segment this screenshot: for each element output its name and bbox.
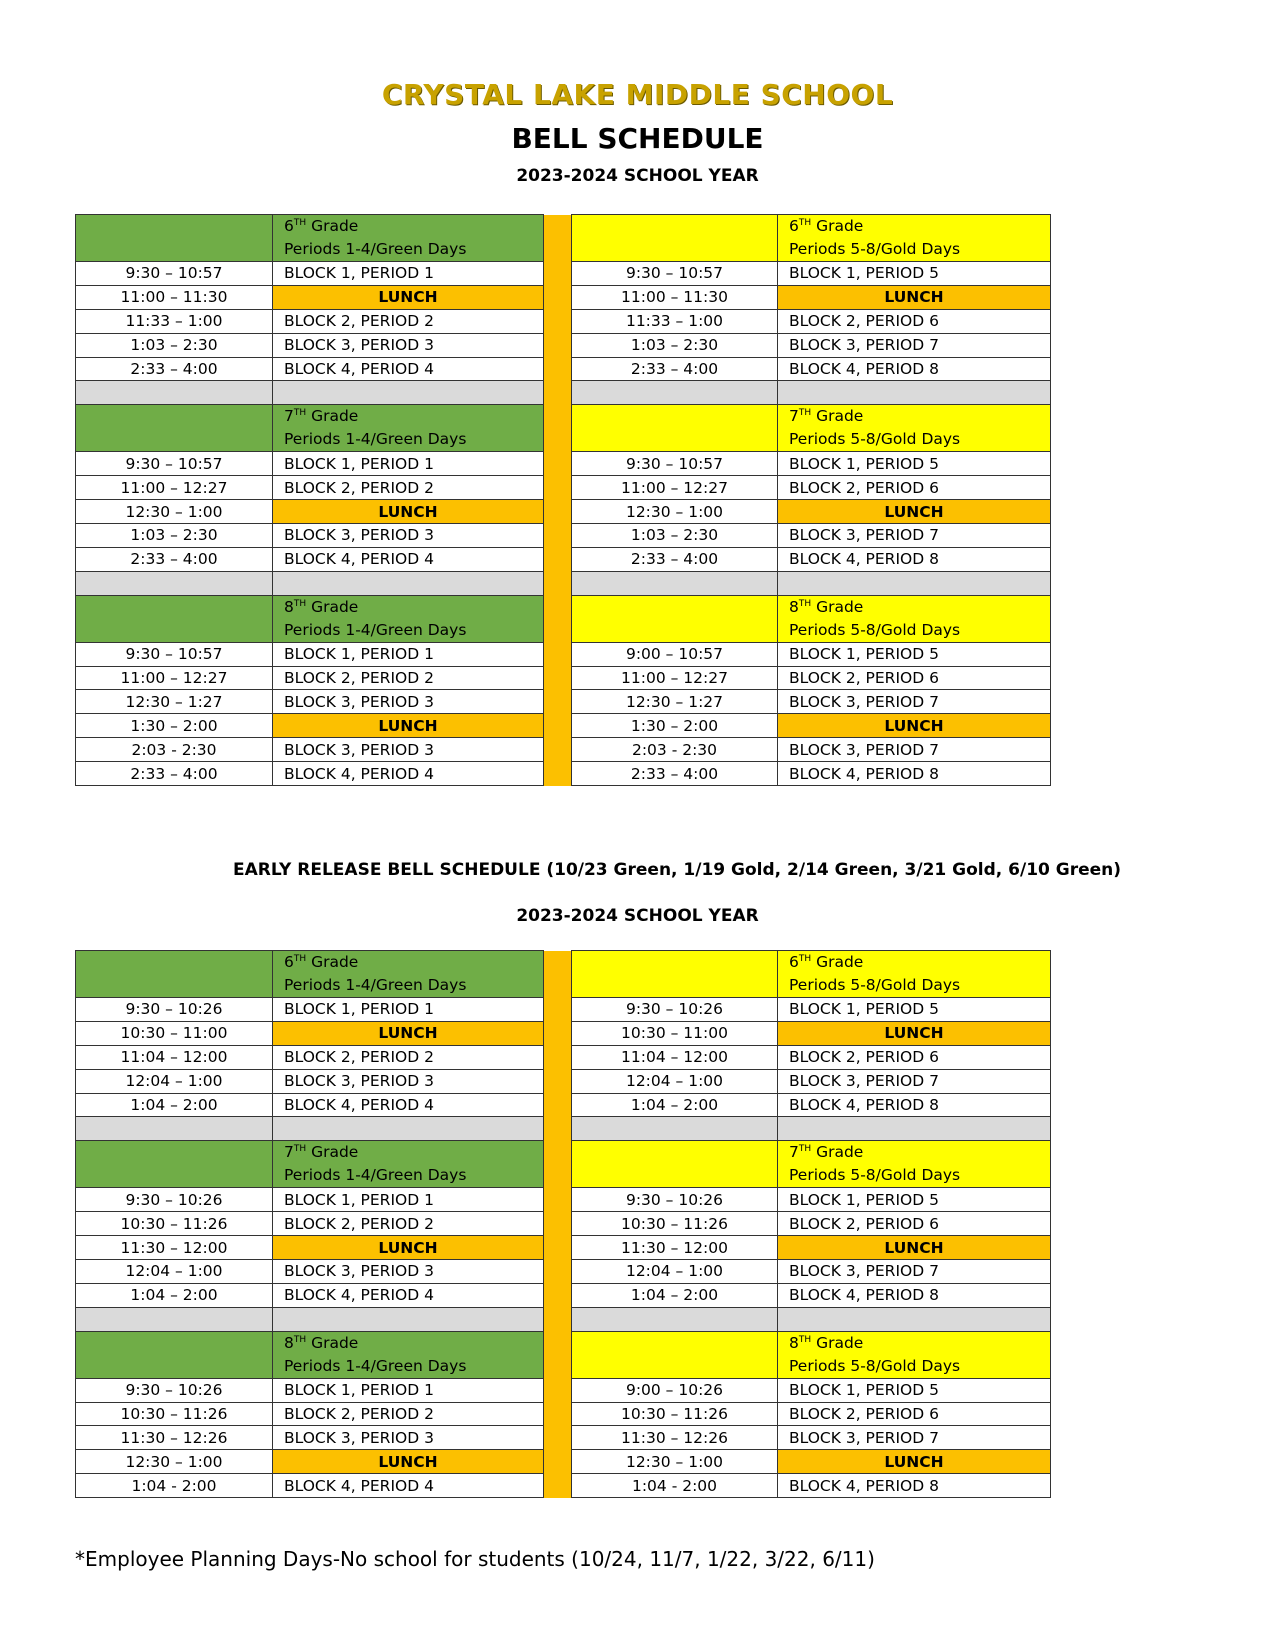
right-period-cell: BLOCK 2, PERIOD 6 — [778, 666, 1051, 690]
grade-number: 8 — [284, 597, 294, 616]
grade-number: 8 — [789, 1333, 799, 1352]
grade-suffix: TH — [293, 953, 307, 964]
right-period-range: Periods 5-8/Gold Days — [789, 430, 961, 449]
grade-word: Grade — [816, 597, 864, 616]
yellow-header-blank — [572, 1331, 778, 1378]
right-period-cell: BLOCK 4, PERIOD 8 — [778, 1474, 1051, 1498]
left-time-cell: 9:30 – 10:57 — [76, 262, 273, 286]
grade-suffix: TH — [293, 1144, 307, 1155]
left-time-cell: 12:30 – 1:00 — [76, 1450, 273, 1474]
left-period-cell: BLOCK 3, PERIOD 3 — [273, 738, 544, 762]
left-period-range: Periods 1-4/Green Days — [284, 1356, 467, 1375]
right-grade-header — [778, 405, 1051, 452]
left-grade-header — [273, 1331, 544, 1378]
right-lunch-cell: LUNCH — [778, 285, 1051, 309]
spacer-cell — [572, 381, 778, 405]
left-lunch-cell: LUNCH — [273, 1236, 544, 1260]
left-time-cell: 1:03 – 2:30 — [76, 524, 273, 548]
spacer-cell — [778, 381, 1051, 405]
left-period-cell: BLOCK 3, PERIOD 3 — [273, 524, 544, 548]
grade-header-row — [76, 951, 1051, 998]
grade-suffix: TH — [293, 1334, 307, 1345]
left-time-cell: 12:04 – 1:00 — [76, 1069, 273, 1093]
grade-suffix: TH — [293, 598, 307, 609]
left-period-cell: BLOCK 3, PERIOD 3 — [273, 1426, 544, 1450]
left-lunch-cell: LUNCH — [273, 1450, 544, 1474]
left-grade-header — [273, 215, 544, 262]
right-period-cell: BLOCK 1, PERIOD 5 — [778, 1378, 1051, 1402]
grade-number: 6 — [789, 217, 799, 235]
right-period-cell: BLOCK 3, PERIOD 7 — [778, 1069, 1051, 1093]
left-time-cell: 9:30 – 10:26 — [76, 1378, 273, 1402]
yellow-header-blank — [572, 405, 778, 452]
left-time-cell: 11:33 – 1:00 — [76, 309, 273, 333]
grade-suffix: TH — [798, 953, 812, 964]
right-period-cell: BLOCK 2, PERIOD 6 — [778, 1212, 1051, 1236]
left-time-cell: 9:30 – 10:57 — [76, 452, 273, 476]
green-header-blank — [76, 595, 273, 642]
grade-word: Grade — [816, 217, 864, 235]
grade-suffix: TH — [798, 1334, 812, 1345]
grade-word: Grade — [311, 407, 359, 426]
left-period-range: Periods 1-4/Green Days — [284, 1166, 467, 1185]
right-time-cell: 10:30 – 11:26 — [572, 1212, 778, 1236]
right-period-cell: BLOCK 3, PERIOD 7 — [778, 738, 1051, 762]
left-period-cell: BLOCK 1, PERIOD 1 — [273, 642, 544, 666]
spacer-cell — [76, 571, 273, 595]
green-header-blank — [76, 951, 273, 998]
left-lunch-cell: LUNCH — [273, 285, 544, 309]
right-period-cell: BLOCK 1, PERIOD 5 — [778, 262, 1051, 286]
right-period-cell: BLOCK 3, PERIOD 7 — [778, 333, 1051, 357]
right-period-cell: BLOCK 3, PERIOD 7 — [778, 1260, 1051, 1284]
right-period-range: Periods 5-8/Gold Days — [789, 240, 961, 258]
right-time-cell: 11:30 – 12:26 — [572, 1426, 778, 1450]
left-period-range: Periods 1-4/Green Days — [284, 430, 467, 449]
green-header-blank — [76, 405, 273, 452]
left-time-cell: 11:30 – 12:00 — [76, 1236, 273, 1260]
green-header-blank — [76, 1141, 273, 1188]
right-time-cell: 11:30 – 12:00 — [572, 1236, 778, 1260]
spacer-cell — [572, 1117, 778, 1141]
left-time-cell: 9:30 – 10:26 — [76, 998, 273, 1022]
left-time-cell: 9:30 – 10:57 — [76, 642, 273, 666]
grade-number: 7 — [789, 407, 799, 426]
left-period-range: Periods 1-4/Green Days — [284, 240, 467, 258]
left-period-cell: BLOCK 4, PERIOD 4 — [273, 547, 544, 571]
left-time-cell: 2:33 – 4:00 — [76, 547, 273, 571]
grade-word: Grade — [311, 217, 359, 235]
right-period-cell: BLOCK 2, PERIOD 6 — [778, 1402, 1051, 1426]
left-period-cell: BLOCK 1, PERIOD 1 — [273, 1378, 544, 1402]
yellow-header-blank — [572, 595, 778, 642]
grade-word: Grade — [816, 407, 864, 426]
left-period-range: Periods 1-4/Green Days — [284, 976, 467, 994]
left-time-cell: 11:04 – 12:00 — [76, 1045, 273, 1069]
grade-word: Grade — [816, 1143, 864, 1162]
grade-header-row — [76, 215, 1051, 262]
right-time-cell: 1:03 – 2:30 — [572, 524, 778, 548]
grade-word: Grade — [311, 597, 359, 616]
left-period-cell: BLOCK 2, PERIOD 2 — [273, 1402, 544, 1426]
right-period-cell: BLOCK 3, PERIOD 7 — [778, 524, 1051, 548]
right-period-cell: BLOCK 1, PERIOD 5 — [778, 642, 1051, 666]
right-period-cell: BLOCK 2, PERIOD 6 — [778, 1045, 1051, 1069]
grade-number: 6 — [284, 217, 294, 235]
yellow-header-blank — [572, 215, 778, 262]
left-period-range: Periods 1-4/Green Days — [284, 620, 467, 639]
right-lunch-cell: LUNCH — [778, 714, 1051, 738]
spacer-cell — [778, 1307, 1051, 1331]
right-time-cell: 11:00 – 11:30 — [572, 285, 778, 309]
left-period-cell: BLOCK 3, PERIOD 3 — [273, 333, 544, 357]
right-grade-header — [778, 595, 1051, 642]
right-period-range: Periods 5-8/Gold Days — [789, 1166, 961, 1185]
left-period-cell: BLOCK 3, PERIOD 3 — [273, 1069, 544, 1093]
right-period-cell: BLOCK 4, PERIOD 8 — [778, 547, 1051, 571]
left-time-cell: 9:30 – 10:26 — [76, 1188, 273, 1212]
right-grade-header — [778, 951, 1051, 998]
right-time-cell: 12:30 – 1:27 — [572, 690, 778, 714]
left-time-cell: 11:00 – 12:27 — [76, 476, 273, 500]
right-time-cell: 12:30 – 1:00 — [572, 1450, 778, 1474]
left-lunch-cell: LUNCH — [273, 1021, 544, 1045]
spacer-cell — [76, 1117, 273, 1141]
right-time-cell: 1:30 – 2:00 — [572, 714, 778, 738]
left-time-cell: 12:30 – 1:27 — [76, 690, 273, 714]
grade-word: Grade — [816, 953, 864, 971]
right-period-cell: BLOCK 1, PERIOD 5 — [778, 998, 1051, 1022]
gold-separator-column — [544, 951, 572, 1498]
right-time-cell: 1:04 - 2:00 — [572, 1474, 778, 1498]
left-time-cell: 10:30 – 11:26 — [76, 1212, 273, 1236]
right-time-cell: 10:30 – 11:00 — [572, 1021, 778, 1045]
right-time-cell: 11:00 – 12:27 — [572, 666, 778, 690]
spacer-cell — [273, 381, 544, 405]
grade-word: Grade — [816, 1333, 864, 1352]
left-time-cell: 2:03 - 2:30 — [76, 738, 273, 762]
left-time-cell: 10:30 – 11:00 — [76, 1021, 273, 1045]
left-time-cell: 1:04 - 2:00 — [76, 1474, 273, 1498]
left-period-cell: BLOCK 2, PERIOD 2 — [273, 476, 544, 500]
right-period-cell: BLOCK 4, PERIOD 8 — [778, 762, 1051, 786]
left-lunch-cell: LUNCH — [273, 500, 544, 524]
spacer-cell — [273, 1117, 544, 1141]
left-period-cell: BLOCK 2, PERIOD 2 — [273, 309, 544, 333]
yellow-header-blank — [572, 951, 778, 998]
left-period-cell: BLOCK 3, PERIOD 3 — [273, 1260, 544, 1284]
left-period-cell: BLOCK 2, PERIOD 2 — [273, 1212, 544, 1236]
green-header-blank — [76, 1331, 273, 1378]
right-time-cell: 10:30 – 11:26 — [572, 1402, 778, 1426]
right-period-cell: BLOCK 2, PERIOD 6 — [778, 309, 1051, 333]
right-time-cell: 9:30 – 10:26 — [572, 998, 778, 1022]
right-period-range: Periods 5-8/Gold Days — [789, 620, 961, 639]
spacer-cell — [76, 381, 273, 405]
right-time-cell: 9:00 – 10:26 — [572, 1378, 778, 1402]
right-time-cell: 9:30 – 10:57 — [572, 452, 778, 476]
right-time-cell: 11:00 – 12:27 — [572, 476, 778, 500]
grade-number: 7 — [284, 407, 294, 426]
right-time-cell: 2:33 – 4:00 — [572, 357, 778, 381]
regular-bell-schedule-table — [75, 214, 1051, 786]
right-lunch-cell: LUNCH — [778, 1236, 1051, 1260]
spacer-cell — [778, 571, 1051, 595]
grade-word: Grade — [311, 953, 359, 971]
right-grade-header — [778, 1141, 1051, 1188]
gold-separator-column — [544, 215, 572, 786]
right-grade-header — [778, 1331, 1051, 1378]
left-time-cell: 1:04 – 2:00 — [76, 1093, 273, 1117]
left-period-cell: BLOCK 4, PERIOD 4 — [273, 357, 544, 381]
grade-number: 7 — [284, 1143, 294, 1162]
grade-number: 6 — [284, 953, 294, 971]
left-grade-header — [273, 1141, 544, 1188]
grade-suffix: TH — [293, 217, 307, 228]
grade-suffix: TH — [798, 408, 812, 419]
right-time-cell: 9:30 – 10:26 — [572, 1188, 778, 1212]
right-period-cell: BLOCK 3, PERIOD 7 — [778, 1426, 1051, 1450]
grade-number: 6 — [789, 953, 799, 971]
spacer-cell — [778, 1117, 1051, 1141]
left-period-cell: BLOCK 4, PERIOD 4 — [273, 1283, 544, 1307]
left-period-cell: BLOCK 4, PERIOD 4 — [273, 1093, 544, 1117]
spacer-cell — [273, 571, 544, 595]
spacer-cell — [76, 1307, 273, 1331]
left-time-cell: 1:03 – 2:30 — [76, 333, 273, 357]
right-time-cell: 1:04 – 2:00 — [572, 1093, 778, 1117]
right-time-cell: 1:03 – 2:30 — [572, 333, 778, 357]
right-period-cell: BLOCK 4, PERIOD 8 — [778, 1093, 1051, 1117]
early-release-year: 2023-2024 SCHOOL YEAR — [516, 906, 759, 926]
left-period-cell: BLOCK 3, PERIOD 3 — [273, 690, 544, 714]
left-period-cell: BLOCK 4, PERIOD 4 — [273, 762, 544, 786]
grade-suffix: TH — [798, 1144, 812, 1155]
right-period-cell: BLOCK 3, PERIOD 7 — [778, 690, 1051, 714]
left-period-cell: BLOCK 1, PERIOD 1 — [273, 452, 544, 476]
grade-word: Grade — [311, 1333, 359, 1352]
right-time-cell: 11:33 – 1:00 — [572, 309, 778, 333]
right-lunch-cell: LUNCH — [778, 1021, 1051, 1045]
right-period-range: Periods 5-8/Gold Days — [789, 1356, 961, 1375]
left-grade-header — [273, 405, 544, 452]
spacer-cell — [572, 571, 778, 595]
right-time-cell: 12:04 – 1:00 — [572, 1069, 778, 1093]
left-period-cell: BLOCK 4, PERIOD 4 — [273, 1474, 544, 1498]
left-time-cell: 11:00 – 11:30 — [76, 285, 273, 309]
right-period-cell: BLOCK 1, PERIOD 5 — [778, 1188, 1051, 1212]
school-year: 2023-2024 SCHOOL YEAR — [516, 166, 759, 186]
grade-suffix: TH — [293, 408, 307, 419]
page-title: BELL SCHEDULE — [511, 122, 764, 155]
left-time-cell: 12:30 – 1:00 — [76, 500, 273, 524]
left-time-cell: 12:04 – 1:00 — [76, 1260, 273, 1284]
grade-number: 8 — [789, 597, 799, 616]
yellow-header-blank — [572, 1141, 778, 1188]
right-time-cell: 9:00 – 10:57 — [572, 642, 778, 666]
right-time-cell: 12:30 – 1:00 — [572, 500, 778, 524]
right-period-range: Periods 5-8/Gold Days — [789, 976, 961, 994]
footnote: *Employee Planning Days-No school for students (10/24, 11/7, 1/22, 3/22, 6/11) — [75, 1547, 875, 1571]
right-period-cell: BLOCK 1, PERIOD 5 — [778, 452, 1051, 476]
right-period-cell: BLOCK 4, PERIOD 8 — [778, 1283, 1051, 1307]
early-release-schedule-table — [75, 950, 1051, 1498]
school-name: CRYSTAL LAKE MIDDLE SCHOOL — [381, 78, 894, 111]
left-period-cell: BLOCK 1, PERIOD 1 — [273, 262, 544, 286]
green-header-blank — [76, 215, 273, 262]
left-time-cell: 2:33 – 4:00 — [76, 762, 273, 786]
grade-suffix: TH — [798, 598, 812, 609]
spacer-cell — [273, 1307, 544, 1331]
right-time-cell: 2:33 – 4:00 — [572, 547, 778, 571]
right-time-cell: 9:30 – 10:57 — [572, 262, 778, 286]
left-time-cell: 11:30 – 12:26 — [76, 1426, 273, 1450]
left-time-cell: 2:33 – 4:00 — [76, 357, 273, 381]
grade-number: 8 — [284, 1333, 294, 1352]
left-time-cell: 1:04 – 2:00 — [76, 1283, 273, 1307]
left-time-cell: 10:30 – 11:26 — [76, 1402, 273, 1426]
left-time-cell: 11:00 – 12:27 — [76, 666, 273, 690]
left-time-cell: 1:30 – 2:00 — [76, 714, 273, 738]
right-lunch-cell: LUNCH — [778, 1450, 1051, 1474]
right-time-cell: 1:04 – 2:00 — [572, 1283, 778, 1307]
grade-suffix: TH — [798, 217, 812, 228]
left-grade-header — [273, 595, 544, 642]
left-lunch-cell: LUNCH — [273, 714, 544, 738]
right-time-cell: 2:33 – 4:00 — [572, 762, 778, 786]
right-time-cell: 12:04 – 1:00 — [572, 1260, 778, 1284]
right-time-cell: 11:04 – 12:00 — [572, 1045, 778, 1069]
spacer-cell — [572, 1307, 778, 1331]
left-period-cell: BLOCK 1, PERIOD 1 — [273, 1188, 544, 1212]
right-lunch-cell: LUNCH — [778, 500, 1051, 524]
left-period-cell: BLOCK 1, PERIOD 1 — [273, 998, 544, 1022]
grade-word: Grade — [311, 1143, 359, 1162]
right-grade-header — [778, 215, 1051, 262]
grade-number: 7 — [789, 1143, 799, 1162]
early-release-title: EARLY RELEASE BELL SCHEDULE (10/23 Green, 1/19 Gold, 2/14 Green, 3/21 Gold, 6/10 Green) — [233, 860, 1122, 880]
left-period-cell: BLOCK 2, PERIOD 2 — [273, 1045, 544, 1069]
left-period-cell: BLOCK 2, PERIOD 2 — [273, 666, 544, 690]
right-time-cell: 2:03 - 2:30 — [572, 738, 778, 762]
right-period-cell: BLOCK 4, PERIOD 8 — [778, 357, 1051, 381]
left-grade-header — [273, 951, 544, 998]
right-period-cell: BLOCK 2, PERIOD 6 — [778, 476, 1051, 500]
